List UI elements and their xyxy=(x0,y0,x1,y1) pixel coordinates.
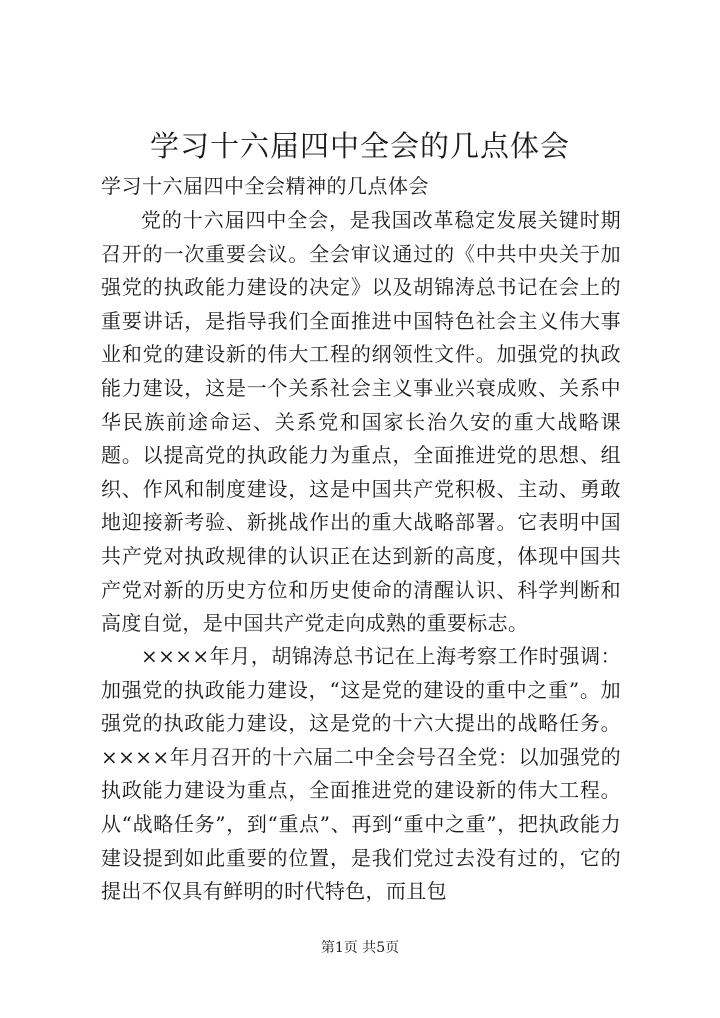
document-title: 学习十六届四中全会的几点体会 xyxy=(149,129,570,163)
paragraph-2: ××××年月，胡锦涛总书记在上海考察工作时强调：加强党的执政能力建设，“这是党的建设的重中之重”。加强党的执政能力建设，这是党的十六大提出的战略任务。××××年月召开的十六届二中全会号召全党：以加强党的执政能力建设为重点，全面推进党的建设新的伟大工程。从“战略任务”，到“重点”、再到“重中之重”，把执政能力建设提到如此重要的位置，是我们党过去没有过的，它的提出不仅具有鲜明的时代特色，而且包 xyxy=(101,644,621,904)
document-subtitle: 学习十六届四中全会精神的几点体会 xyxy=(101,174,429,198)
paragraph-1: 党的十六届四中全会，是我国改革稳定发展关键时期召开的一次重要会议。全会审议通过的《中共中央关于加强党的执政能力建设的决定》以及胡锦涛总书记在会上的重要讲话，是指导我们全面推进中国特色社会主义伟大事业和党的建设新的伟大工程的纲领性文件。加强党的执政能力建设，这是一个关系社会主义事业兴衰成败、关系中华民族前途命运、关系党和国家长治久安的重大战略课题。以提高党的执政能力为重点，全面推进党的思想、组织、作风和制度建设，这是中国共产党积极、主动、勇敢地迎接新考验、新挑战作出的重大战略部署。它表明中国共产党对执政规律的认识正在达到新的高度，体现中国共产党对新的历史方位和历史使命的清醒认识、科学判断和高度自觉，是中国共产党走向成熟的重要标志。 xyxy=(101,208,621,636)
page-footer: 第1页 共5页 xyxy=(320,940,400,956)
